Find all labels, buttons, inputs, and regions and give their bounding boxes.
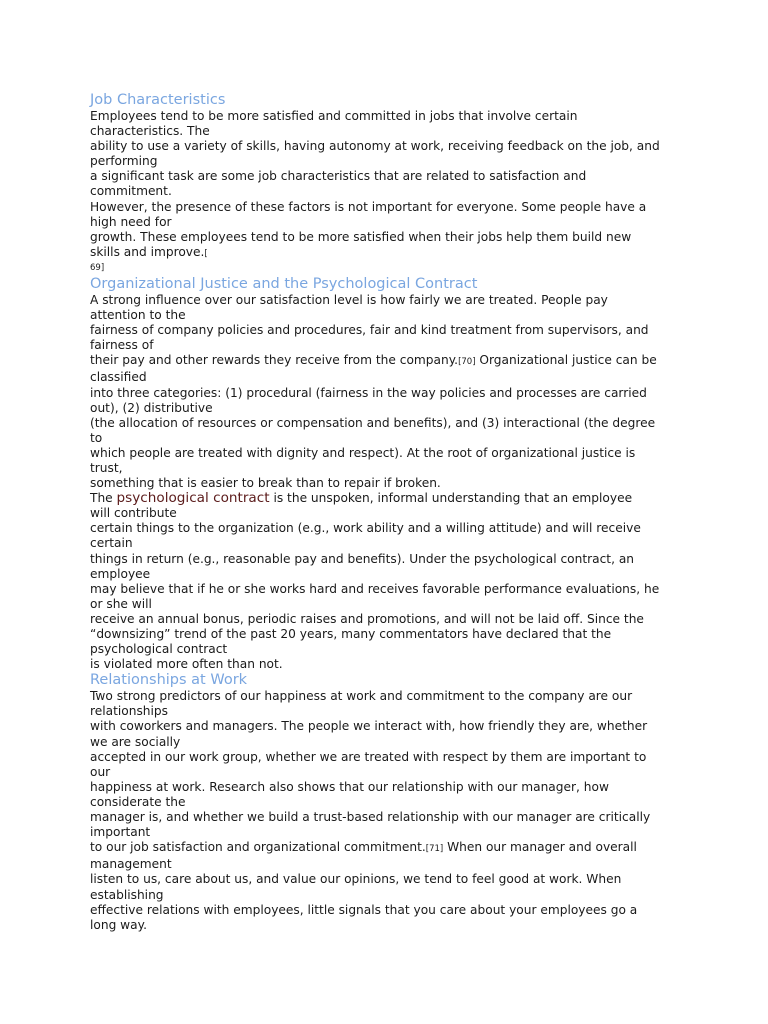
- text-line: a significant task are some job characteristics that are related to satisfaction and: [90, 169, 587, 184]
- text-line: Two strong predictors of our happiness at work and commitment to the company are our: [90, 689, 633, 704]
- text-span: their pay and other rewards they receive from the company.: [90, 353, 459, 368]
- text-line: which people are treated with dignity and respect). At the root of organizational justice is: [90, 445, 636, 460]
- text-line: happiness at work. Research also shows that our relationship with our manager, how: [90, 779, 609, 794]
- text-span: is the unspoken, informal understanding that an employee: [269, 491, 633, 506]
- text-line: something that is easier to break than to repair if broken.: [90, 476, 441, 491]
- text-line: receive an annual bonus, periodic raises and promotions, and will not be laid off. Since the: [90, 611, 644, 626]
- citation-ref[interactable]: 69]: [90, 262, 105, 273]
- text-line: trust,: [90, 460, 123, 475]
- text-line: we are socially: [90, 734, 181, 749]
- text-line: [90, 353, 690, 370]
- text-line: attention to the: [90, 308, 186, 323]
- text-line: [90, 840, 690, 857]
- text-span: When our manager and overall: [443, 840, 637, 855]
- text-span: Organizational justice can be: [475, 353, 657, 368]
- text-line: relationships: [90, 704, 168, 719]
- text-line: or she will: [90, 596, 152, 611]
- text-line: performing: [90, 154, 158, 169]
- text-line: A strong influence over our satisfaction level is how fairly we are treated. People pay: [90, 292, 608, 307]
- text-line: characteristics. The: [90, 124, 210, 139]
- text-line: growth. These employees tend to be more satisfied when their jobs help them build new: [90, 229, 632, 244]
- text-line: things in return (e.g., reasonable pay and benefits). Under the psychological contract, an: [90, 551, 635, 566]
- text-line: into three categories: (1) procedural (fairness in the way policies and processes are carried: [90, 385, 647, 400]
- text-line: [90, 245, 690, 262]
- text-line: our: [90, 764, 111, 779]
- text-line: listen to us, care about us, and value our opinions, we tend to feel good at work. When: [90, 872, 622, 887]
- text-line: to: [90, 430, 103, 445]
- text-line: commitment.: [90, 184, 172, 199]
- citation-ref[interactable]: [71]: [425, 844, 444, 855]
- text-line: certain: [90, 536, 133, 551]
- text-line: fairness of company policies and procedures, fair and kind treatment from supervisors, and: [90, 323, 649, 338]
- text-line: with coworkers and managers. The people we interact with, how friendly they are, whether: [90, 719, 648, 734]
- text-line: important: [90, 825, 151, 840]
- text-line: will contribute: [90, 506, 177, 521]
- text-line: accepted in our work group, whether we are treated with respect by them are important to: [90, 749, 647, 764]
- citation-ref[interactable]: [70]: [458, 357, 476, 368]
- text-line: high need for: [90, 214, 172, 229]
- text-line: fairness of: [90, 338, 154, 353]
- text-line: employee: [90, 566, 151, 581]
- text-line: psychological contract: [90, 642, 228, 657]
- text-line: (the allocation of resources or compensation and benefits), and (3) interactional (the degree: [90, 415, 656, 430]
- text-line: may believe that if he or she works hard and receives favorable performance evaluations, he: [90, 581, 660, 596]
- text-span: The: [90, 491, 117, 506]
- citation-ref[interactable]: [: [204, 248, 208, 259]
- text-span: to our job satisfaction and organizational commitment.: [90, 840, 426, 855]
- document-page: [90, 92, 690, 933]
- text-line: establishing: [90, 887, 164, 902]
- text-line: “downsizing” trend of the past 20 years, many commentators have declared that the: [90, 627, 612, 641]
- heading-organizational-justice: Organizational Justice and the Psychological Contract: [90, 275, 478, 292]
- text-line: effective relations with employees, little signals that you care about your employees go a: [90, 902, 638, 917]
- heading-relationships-at-work: Relationships at Work: [90, 672, 248, 689]
- text-line: However, the presence of these factors is not important for everyone. Some people have a: [90, 199, 647, 214]
- text-line: long way.: [90, 917, 147, 932]
- text-line: out), (2) distributive: [90, 400, 213, 415]
- heading-job-characteristics: Job Characteristics: [90, 92, 226, 108]
- text-line: [90, 491, 690, 506]
- text-line: ability to use a variety of skills, having autonomy at work, receiving feedback on the job, and: [90, 139, 660, 154]
- text-line: management: [90, 857, 172, 872]
- text-line: considerate the: [90, 794, 186, 809]
- text-line: is violated more often than not.: [90, 657, 283, 672]
- text-span: skills and improve.: [90, 244, 205, 259]
- text-line: Employees tend to be more satisfied and committed in jobs that involve certain: [90, 109, 578, 123]
- text-line: manager is, and whether we build a trust-based relationship with our manager are critically: [90, 810, 651, 825]
- text-line: classified: [90, 370, 147, 385]
- term-psychological-contract: psychological contract: [116, 490, 270, 507]
- text-line: certain things to the organization (e.g., work ability and a willing attitude) and will receive: [90, 521, 641, 536]
